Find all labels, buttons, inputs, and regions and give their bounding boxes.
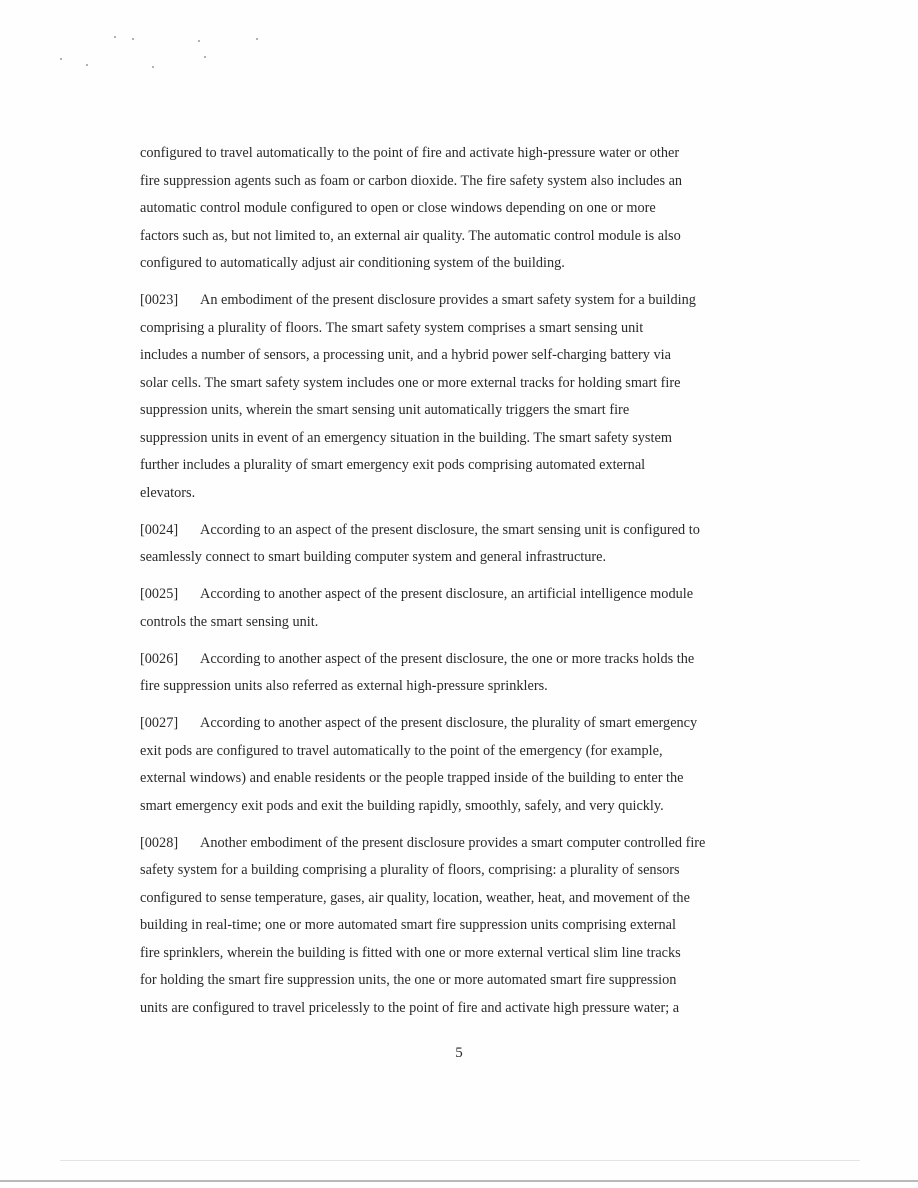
paragraph-number: [0027] bbox=[140, 715, 179, 731]
text-line-content: According to an aspect of the present disclosure, the smart sensing unit is configured to bbox=[200, 521, 700, 538]
document-body bbox=[140, 140, 790, 1032]
text-line bbox=[140, 646, 790, 674]
text-line bbox=[140, 287, 790, 315]
text-line: further includes a plurality of smart emergency exit pods comprising automated external bbox=[140, 457, 646, 473]
scan-speck bbox=[198, 40, 200, 42]
text-line-content: Another embodiment of the present disclosure provides a smart computer controlled fire bbox=[200, 834, 706, 851]
paragraph-0028 bbox=[140, 830, 790, 1023]
text-line: configured to automatically adjust air conditioning system of the building. bbox=[140, 255, 565, 271]
text-line: smart emergency exit pods and exit the building rapidly, smoothly, safely, and very quickly. bbox=[140, 797, 664, 814]
page-number: 5 bbox=[455, 1045, 463, 1061]
paragraph-continuation bbox=[140, 140, 790, 278]
text-line: comprising a plurality of floors. The smart safety system comprises a smart sensing unit bbox=[140, 319, 644, 336]
text-line: configured to travel automatically to the point of fire and activate high-pressure water or other bbox=[140, 145, 680, 161]
paragraph-0027 bbox=[140, 710, 790, 820]
text-line: fire suppression units also referred as external high-pressure sprinklers. bbox=[140, 678, 548, 694]
text-line: for holding the smart fire suppression units, the one or more automated smart fire suppression bbox=[140, 972, 677, 988]
scan-speck bbox=[86, 64, 88, 66]
scan-speck bbox=[204, 56, 206, 58]
text-line: fire suppression agents such as foam or carbon dioxide. The fire safety system also includes an bbox=[140, 172, 683, 189]
page-bottom-edge bbox=[0, 1180, 918, 1182]
text-line: safety system for a building comprising a plurality of floors, comprising: a plurality of sensors bbox=[140, 862, 680, 878]
text-line: controls the smart sensing unit. bbox=[140, 613, 319, 630]
paragraph-number: [0028] bbox=[140, 834, 179, 851]
scan-speck bbox=[60, 58, 62, 60]
text-line-content: An embodiment of the present disclosure provides a smart safety system for a building bbox=[200, 292, 696, 308]
paragraph-number: [0025] bbox=[140, 586, 179, 602]
text-line-content: According to another aspect of the present disclosure, the plurality of smart emergency bbox=[200, 715, 698, 731]
text-line: exit pods are configured to travel automatically to the point of the emergency (for example, bbox=[140, 742, 663, 759]
text-line: configured to sense temperature, gases, air quality, location, weather, heat, and movement of the bbox=[140, 889, 690, 906]
text-line bbox=[140, 581, 790, 609]
text-line: external windows) and enable residents or the people trapped inside of the building to enter the bbox=[140, 770, 684, 786]
scan-speck bbox=[114, 36, 116, 38]
paragraph-number: [0024] bbox=[140, 521, 179, 538]
scan-speck bbox=[132, 38, 134, 40]
text-line: automatic control module configured to open or close windows depending on one or more bbox=[140, 200, 656, 216]
paragraph-0025 bbox=[140, 581, 790, 636]
text-line: elevators. bbox=[140, 484, 196, 501]
text-line: solar cells. The smart safety system includes one or more external tracks for holding smart fire bbox=[140, 374, 681, 391]
text-line-content: According to another aspect of the present disclosure, an artificial intelligence module bbox=[200, 586, 694, 602]
scan-specks bbox=[60, 30, 280, 80]
paragraph-number: [0023] bbox=[140, 292, 179, 308]
paragraph-0026 bbox=[140, 646, 790, 701]
paragraph-0023 bbox=[140, 287, 790, 507]
text-line: seamlessly connect to smart building computer system and general infrastructure. bbox=[140, 549, 607, 565]
text-line: fire sprinklers, wherein the building is fitted with one or more external vertical slim line tracks bbox=[140, 944, 681, 961]
text-line-content: According to another aspect of the present disclosure, the one or more tracks holds the bbox=[200, 650, 695, 667]
scan-edge-line bbox=[60, 1160, 860, 1161]
paragraph-0024 bbox=[140, 517, 790, 572]
scan-speck bbox=[256, 38, 258, 40]
text-line bbox=[140, 517, 790, 545]
text-line: units are configured to travel pricelessly to the point of fire and activate high pressure water; a bbox=[140, 999, 680, 1016]
text-line: suppression units in event of an emergency situation in the building. The smart safety system bbox=[140, 429, 672, 446]
paragraph-number: [0026] bbox=[140, 650, 179, 667]
text-line bbox=[140, 830, 790, 858]
text-line: suppression units, wherein the smart sensing unit automatically triggers the smart fire bbox=[140, 402, 630, 418]
text-line bbox=[140, 710, 790, 738]
scan-speck bbox=[152, 66, 154, 68]
text-line: building in real-time; one or more automated smart fire suppression units comprising external bbox=[140, 917, 677, 933]
text-line: includes a number of sensors, a processing unit, and a hybrid power self-charging battery via bbox=[140, 347, 671, 363]
text-line: factors such as, but not limited to, an external air quality. The automatic control module is also bbox=[140, 227, 681, 244]
